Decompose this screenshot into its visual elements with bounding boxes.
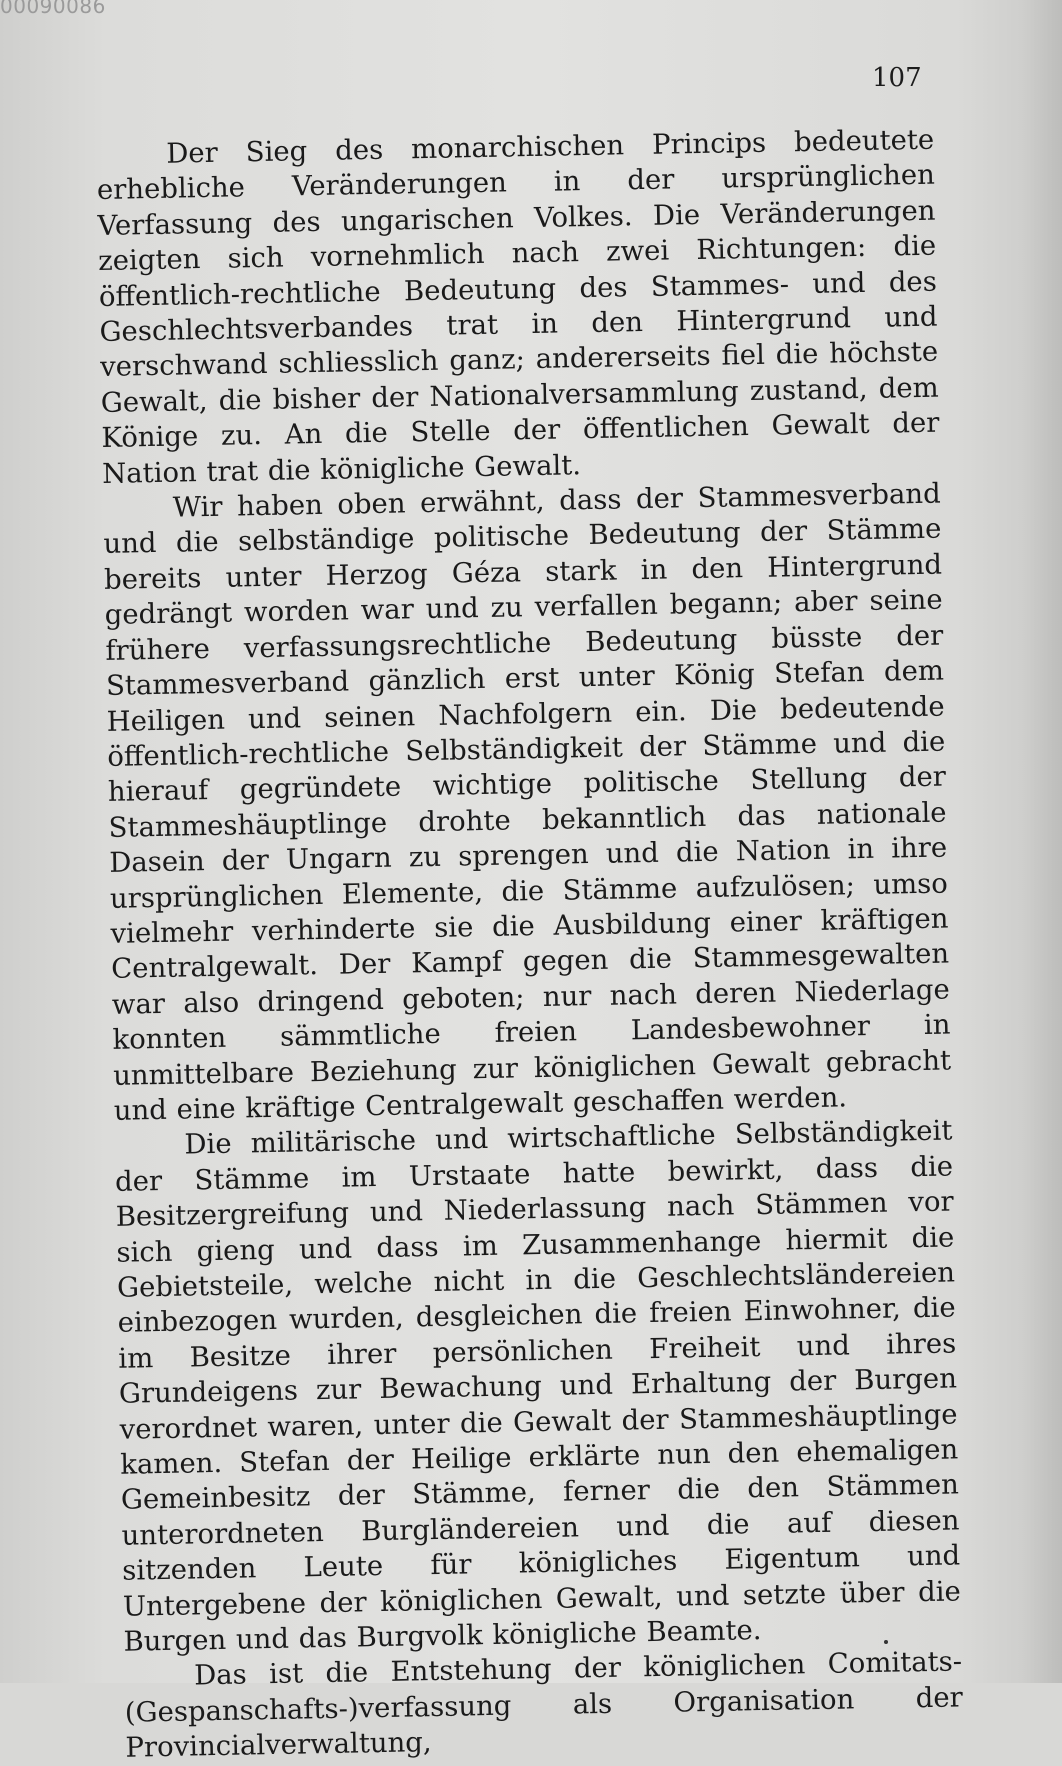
page-edge-shadow [1022,0,1062,1683]
scan-speck [884,1640,888,1644]
paragraph: Die militärische und wirtschaftliche Selbständigkeit der Stämme im Urstaate hatte bewirkt, dass die Besitzergreifung und Niederlassung nach Stämmen vor sich gieng und dass im Zusammenhange hiermit die Gebietsteile, welche nicht in die Geschlechtsländereien einbezogen wurden, desgleichen die freien Einwohner, die im Besitze ihrer persönlichen Freiheit und ihres Grundeigens zur Bewachung und Erhaltung der Burgen verordnet waren, unter die Gewalt der Stammeshäuptlinge kamen. Stefan der Heilige erklärte nun den ehemaligen Gemeinbesitz der Stämme, ferner die den Stämmen unterordneten Burgländereien und die auf diesen sitzenden Leute für königliches Eigentum und Untergebene der königlichen Gewalt, und setzte über die Burgen und das Burgvolk königliche Beamte. [114,1114,962,1658]
paragraph: Wir haben oben erwähnt, dass der Stammesverband und die selbständige politische Bedeutung der Stämme bereits unter Herzog Géza stark in den Hintergrund gedrängt worden war und zu verfallen begann; aber seine frühere verfassungsrechtliche Bedeutung büsste der Stammesverband gänzlich erst unter König Stefan dem Heiligen und seinen Nachfolgern ein. Die bedeutende öffentlich-rechtliche Selbständigkeit der Stämme und die hierauf gegründete wichtige politische Stellung der Stammeshäuptlinge drohte bekanntlich das nationale Dasein der Ungarn zu sprengen und die Nation in ihre ursprünglichen Elemente, die Stämme aufzulösen; umso vielmehr verhinderte sie die Ausbildung einer kräftigen Centralgewalt. Der Kampf gegen die Stammesgewalten war also dringend geboten; nur nach deren Niederlage konnten sämmtliche freien Landesbewohner in unmittelbare Beziehung zur königlichen Gewalt gebracht und eine kräftige Centralgewalt geschaffen werden. [103,477,952,1127]
body-text [96,123,964,1766]
paragraph: Der Sieg des monarchischen Princips bedeutete erhebliche Veränderungen in der ursprünglichen Verfassung des ungarischen Volkes. Die Veränderungen zeigten sich vornehmlich nach zwei Richtungen: die öffentlich-rechtliche Bedeutung des Stammes- und des Geschlechtsverbandes trat in den Hintergrund und verschwand schliesslich ganz; andererseits fiel die höchste Gewalt, die bisher der Nationalversammlung zustand, dem Könige zu. An die Stelle der öffentlichen Gewalt der Nation trat die königliche Gewalt. [96,123,940,490]
page-number: 107 [872,63,922,93]
paragraph: Das ist die Entstehung der königlichen Comitats-(Gespanschafts-)verfassung als Organisation der Provincialverwaltung, [124,1645,964,1765]
scan-identifier: 00090086 [0,0,106,18]
